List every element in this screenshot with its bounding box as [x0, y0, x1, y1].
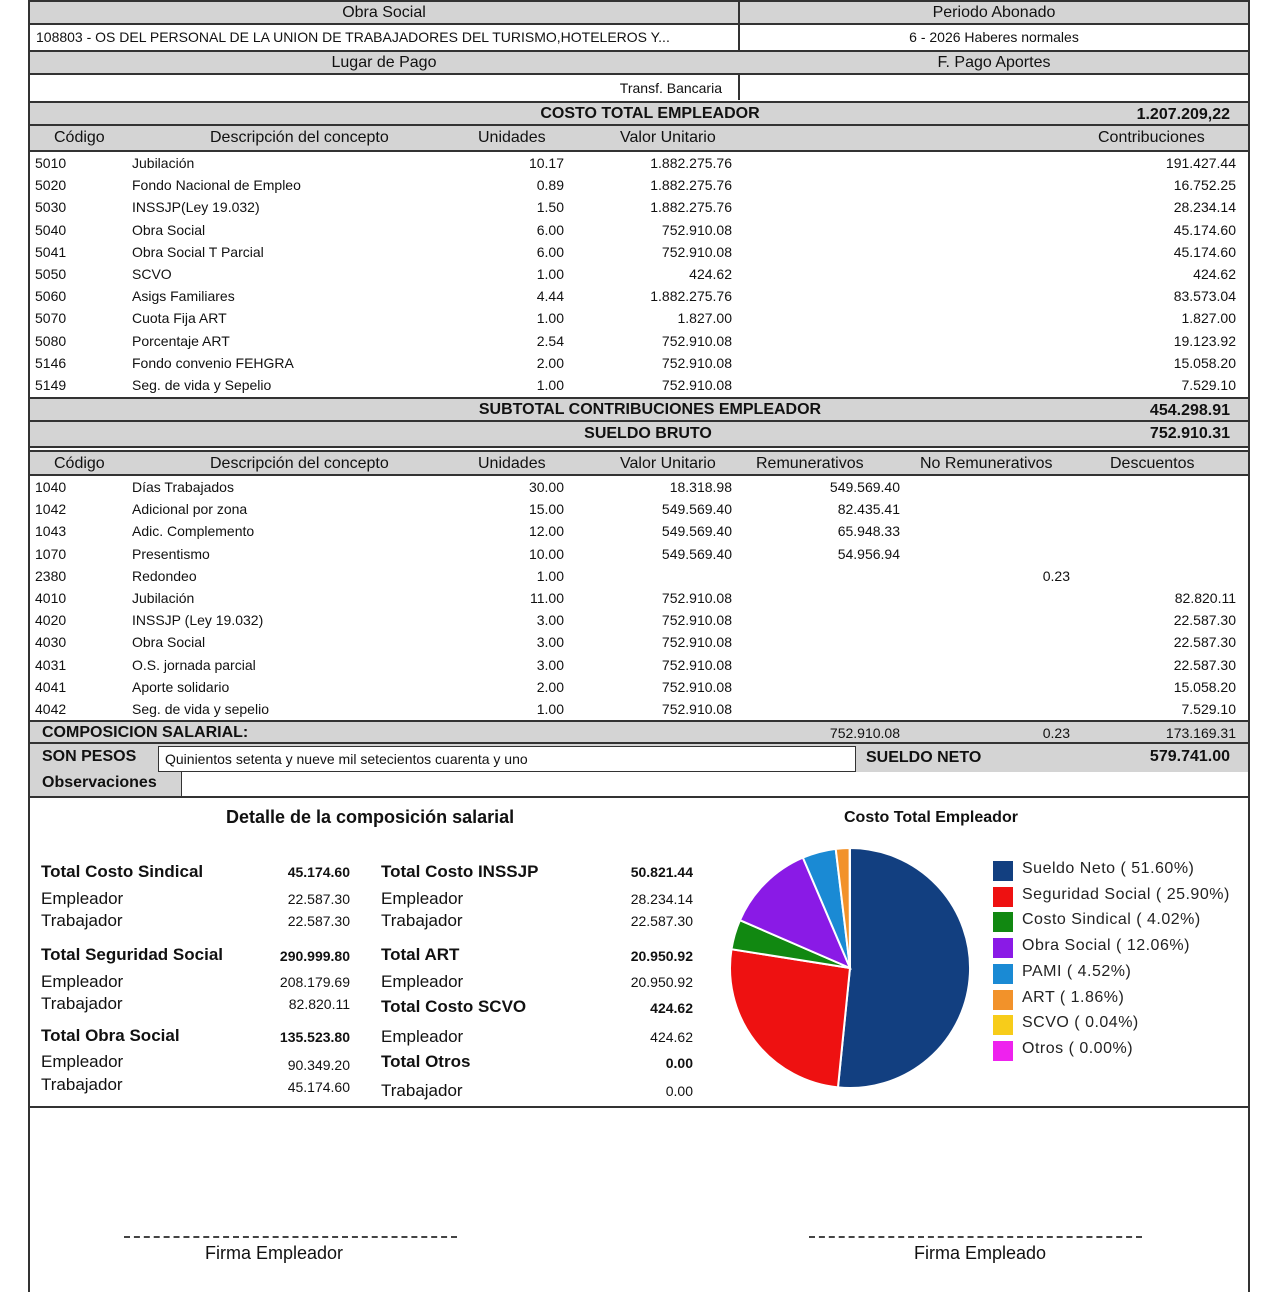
unidades-cell: 2.54 — [536, 332, 564, 349]
unidades-cell: 10.17 — [528, 155, 564, 171]
legend-swatch — [993, 964, 1013, 984]
header-values-row — [30, 25, 1248, 50]
legend-label: Seguridad Social ( 25.90%) — [1022, 885, 1230, 903]
costo-row — [30, 241, 1248, 263]
valor-cell: 1.882.275.76 — [650, 177, 732, 194]
costo-row — [30, 152, 1248, 174]
obra-empleador-label: Empleador — [41, 1052, 124, 1071]
unidades-cell: 3.00 — [536, 612, 564, 629]
unidades-cell: 1.50 — [536, 199, 564, 216]
contribucion-cell: 424.62 — [1193, 266, 1236, 282]
chart-title: Costo Total Empleador — [844, 809, 1018, 826]
codigo-cell: 5020 — [35, 177, 67, 194]
inssjp-total: 50.821.44 — [630, 864, 693, 880]
sueldo-row — [30, 587, 1248, 609]
valor-cell: 424.62 — [689, 266, 732, 282]
lugar-pago-label: Lugar de Pago — [331, 54, 437, 71]
costo-row — [30, 263, 1248, 285]
fpago-label: F. Pago Aportes — [937, 54, 1051, 71]
contribucion-cell: 7.529.10 — [1181, 377, 1236, 393]
valor-cell: 1.827.00 — [677, 310, 732, 327]
sueldo-row — [30, 609, 1248, 631]
costo-total-value: 1.207.209,22 — [1136, 106, 1230, 123]
sueldo-columns-header — [30, 450, 1248, 476]
lugar-pago-value: Transf. Bancaria — [619, 80, 722, 96]
descuento-cell: 22.587.30 — [1173, 656, 1236, 673]
costo-row — [30, 219, 1248, 241]
otros-label: Total Otros — [381, 1052, 471, 1071]
legend-label: PAMI ( 4.52%) — [1022, 962, 1132, 980]
codigo-cell: 4031 — [35, 656, 67, 673]
codigo-cell: 5070 — [35, 310, 67, 327]
descripcion-cell: Obra Social T Parcial — [132, 243, 264, 260]
valor-cell: 18.318.98 — [669, 479, 732, 495]
unidades-cell: 0.89 — [536, 177, 564, 194]
costo-columns-header — [30, 126, 1248, 152]
subtotal-label: SUBTOTAL CONTRIBUCIONES EMPLEADOR — [478, 401, 822, 418]
subtotal-row — [30, 397, 1248, 422]
firma-empleado-line — [809, 1236, 1142, 1238]
unidades-cell: 2.00 — [536, 354, 564, 371]
codigo-cell: 5050 — [35, 266, 67, 282]
son-pesos-row — [30, 744, 1248, 772]
valor-cell: 549.569.40 — [661, 523, 732, 540]
descripcion-cell: Porcentaje ART — [132, 332, 230, 349]
sueldo-row — [30, 543, 1248, 565]
inssjp-trabajador: 22.587.30 — [630, 913, 693, 929]
seguridad-trabajador-label: Trabajador — [41, 994, 123, 1013]
legend-label: SCVO ( 0.04%) — [1022, 1014, 1139, 1032]
unidades-cell: 1.00 — [536, 377, 564, 393]
costo-row — [30, 352, 1248, 374]
obra-trabajador: 45.174.60 — [287, 1079, 350, 1095]
descripcion-cell: Seg. de vida y sepelio — [132, 701, 269, 717]
sueldo-row — [30, 520, 1248, 542]
remunerativo-cell: 54.956.94 — [837, 545, 900, 562]
codigo-cell: 5146 — [35, 354, 67, 371]
valor-cell: 752.910.08 — [661, 634, 732, 651]
art-empleador: 20.950.92 — [630, 974, 693, 990]
unidades-cell: 12.00 — [528, 523, 564, 540]
sueldo-row — [30, 498, 1248, 520]
sindical-total: 45.174.60 — [287, 864, 350, 880]
legend-swatch — [993, 887, 1013, 907]
descuento-cell: 22.587.30 — [1173, 612, 1236, 629]
sueldo-bruto-row — [30, 422, 1248, 448]
legend-label: Costo Sindical ( 4.02%) — [1022, 911, 1201, 929]
unidades-cell: 6.00 — [536, 221, 564, 238]
descripcion-cell: Redondeo — [132, 567, 197, 584]
descripcion-cell: Jubilación — [132, 590, 195, 606]
remunerativo-cell: 65.948.33 — [837, 523, 900, 540]
descuento-cell: 15.058.20 — [1173, 678, 1236, 695]
valor-cell: 752.910.08 — [661, 243, 732, 260]
codigo-cell: 1042 — [35, 501, 67, 518]
sueldo-row — [30, 631, 1248, 653]
composicion-desc: 173.169.31 — [1165, 725, 1236, 741]
contribucion-cell: 45.174.60 — [1173, 221, 1236, 238]
subtotal-value: 454.298.91 — [1149, 402, 1230, 419]
no-remunerativo-cell: 0.23 — [1042, 567, 1070, 584]
sueldo-row — [30, 476, 1248, 498]
codigo-cell: 5060 — [35, 288, 67, 305]
descripcion-cell: Adicional por zona — [132, 501, 248, 518]
valor-cell: 752.910.08 — [661, 701, 732, 717]
sindical-empleador-label: Empleador — [41, 889, 124, 908]
periodo-label: Periodo Abonado — [932, 4, 1056, 21]
art-empleador-label: Empleador — [381, 972, 464, 991]
col-contribuciones: Contribuciones — [1098, 129, 1205, 146]
contribucion-cell: 16.752.25 — [1173, 177, 1236, 194]
periodo-value: 6 - 2026 Haberes normales — [909, 29, 1079, 45]
codigo-cell: 4041 — [35, 678, 67, 695]
pie-slice-1 — [730, 949, 850, 1087]
son-pesos-label: SON PESOS — [42, 748, 137, 765]
costo-total-title: COSTO TOTAL EMPLEADOR — [540, 105, 760, 122]
codigo-cell: 2380 — [35, 567, 67, 584]
valor-cell: 752.910.08 — [661, 612, 732, 629]
sindical-trabajador-label: Trabajador — [41, 911, 123, 930]
sueldo-bruto-label: SUELDO BRUTO — [584, 425, 712, 442]
codigo-cell: 5010 — [35, 155, 67, 171]
descripcion-cell: Obra Social — [132, 221, 206, 238]
inssjp-label: Total Costo INSSJP — [381, 862, 539, 881]
firma-empleado-label: Firma Empleado — [913, 1243, 1047, 1263]
costo-total-header — [30, 101, 1248, 126]
descripcion-cell: Adic. Complemento — [132, 523, 255, 540]
descripcion-cell: Seg. de vida y Sepelio — [132, 377, 272, 393]
col-no-remunerativos: No Remunerativos — [920, 455, 1053, 472]
costo-row — [30, 196, 1248, 218]
seguridad-empleador: 208.179.69 — [279, 974, 350, 990]
codigo-cell: 5030 — [35, 199, 67, 216]
otros-trabajador-label: Trabajador — [381, 1081, 463, 1100]
legend-label: Otros ( 0.00%) — [1022, 1039, 1134, 1057]
descripcion-cell: INSSJP (Ley 19.032) — [132, 612, 264, 629]
otros-total: 0.00 — [665, 1055, 693, 1071]
sueldo-row — [30, 654, 1248, 676]
unidades-cell: 6.00 — [536, 243, 564, 260]
costo-row — [30, 330, 1248, 352]
son-pesos-box — [158, 746, 856, 772]
unidades-cell: 4.44 — [536, 288, 564, 305]
obra-trabajador-label: Trabajador — [41, 1075, 123, 1094]
col-unidades: Unidades — [478, 129, 546, 146]
obra-social-value: 108803 - OS DEL PERSONAL DE LA UNION DE TRABAJADORES DEL TURISMO,HOTELEROS Y... — [36, 29, 670, 45]
costo-row — [30, 174, 1248, 196]
composicion-norem: 0.23 — [1042, 725, 1070, 741]
art-total: 20.950.92 — [630, 948, 693, 964]
unidades-cell: 1.00 — [536, 266, 564, 282]
son-pesos-value: Quinientos setenta y nueve mil setecientos cuarenta y uno — [165, 751, 528, 767]
unidades-cell: 1.00 — [536, 701, 564, 717]
valor-cell: 1.882.275.76 — [650, 288, 732, 305]
seguridad-total: 290.999.80 — [279, 948, 350, 964]
legend-swatch — [993, 1041, 1013, 1061]
lugar-pago-values-row — [30, 75, 1248, 100]
codigo-cell: 4010 — [35, 590, 67, 606]
valor-cell: 752.910.08 — [661, 354, 732, 371]
descripcion-cell: Presentismo — [132, 545, 210, 562]
codigo-cell: 5149 — [35, 377, 67, 393]
descripcion-cell: Jubilación — [132, 155, 195, 171]
col-valor: Valor Unitario — [620, 455, 716, 472]
descripcion-cell: Fondo Nacional de Empleo — [132, 177, 301, 194]
valor-cell: 752.910.08 — [661, 590, 732, 606]
valor-cell: 752.910.08 — [661, 656, 732, 673]
sindical-label: Total Costo Sindical — [41, 862, 204, 881]
sueldo-row — [30, 698, 1248, 720]
costo-row — [30, 374, 1248, 396]
costo-row — [30, 285, 1248, 307]
descripcion-cell: Aporte solidario — [132, 678, 230, 695]
descripcion-cell: Cuota Fija ART — [132, 310, 227, 327]
col-descripcion: Descripción del concepto — [210, 129, 389, 146]
header-labels-row — [30, 0, 1248, 25]
valor-cell: 549.569.40 — [661, 501, 732, 518]
descripcion-cell: Asigs Familiares — [132, 288, 235, 305]
contribucion-cell: 83.573.04 — [1173, 288, 1236, 305]
sueldo-row — [30, 676, 1248, 698]
costo-row — [30, 307, 1248, 329]
contribucion-cell: 28.234.14 — [1173, 199, 1236, 216]
scvo-total: 424.62 — [650, 1000, 693, 1016]
valor-cell: 752.910.08 — [661, 377, 732, 393]
seguridad-empleador-label: Empleador — [41, 972, 124, 991]
pie-slice-0 — [838, 848, 970, 1088]
sueldo-row — [30, 565, 1248, 587]
codigo-cell: 4020 — [35, 612, 67, 629]
obra-empleador: 90.349.20 — [287, 1057, 350, 1073]
descuento-cell: 82.820.11 — [1174, 590, 1236, 606]
codigo-cell: 1040 — [35, 479, 67, 495]
codigo-cell: 1070 — [35, 545, 67, 562]
sueldo-neto-label: SUELDO NETO — [866, 749, 982, 766]
descripcion-cell: Obra Social — [132, 634, 206, 651]
inssjp-trabajador-label: Trabajador — [381, 911, 463, 930]
seguridad-trabajador: 82.820.11 — [288, 996, 350, 1012]
unidades-cell: 10.00 — [528, 545, 564, 562]
legend-swatch — [993, 912, 1013, 932]
firma-empleador-label: Firma Empleador — [204, 1243, 344, 1263]
contribucion-cell: 15.058.20 — [1173, 354, 1236, 371]
descripcion-cell: INSSJP(Ley 19.032) — [132, 199, 260, 216]
valor-cell: 752.910.08 — [661, 221, 732, 238]
legend-swatch — [993, 1015, 1013, 1035]
unidades-cell: 30.00 — [528, 479, 564, 495]
codigo-cell: 4042 — [35, 701, 67, 717]
payroll-document — [28, 0, 1250, 1292]
valor-cell: 752.910.08 — [661, 678, 732, 695]
descuento-cell: 22.587.30 — [1173, 634, 1236, 651]
legend-swatch — [993, 861, 1013, 881]
col-descripcion: Descripción del concepto — [210, 455, 389, 472]
codigo-cell: 4030 — [35, 634, 67, 651]
valor-cell: 549.569.40 — [661, 545, 732, 562]
art-label: Total ART — [381, 945, 460, 964]
contribucion-cell: 19.123.92 — [1173, 332, 1236, 349]
contribucion-cell: 191.427.44 — [1165, 155, 1236, 171]
unidades-cell: 3.00 — [536, 634, 564, 651]
unidades-cell: 15.00 — [528, 501, 564, 518]
sueldo-neto-value: 579.741.00 — [1149, 748, 1230, 765]
observaciones-label-box — [30, 772, 182, 796]
legend-swatch — [993, 990, 1013, 1010]
remunerativo-cell: 82.435.41 — [837, 501, 900, 518]
col-remunerativos: Remunerativos — [756, 455, 864, 472]
lugar-pago-labels-row — [30, 50, 1248, 75]
contribucion-cell: 45.174.60 — [1173, 243, 1236, 260]
composicion-label: COMPOSICION SALARIAL: — [42, 724, 249, 741]
codigo-cell: 5041 — [35, 243, 67, 260]
descuento-cell: 7.529.10 — [1181, 701, 1236, 717]
firma-empleador-line — [124, 1236, 457, 1238]
codigo-cell: 5080 — [35, 332, 67, 349]
unidades-cell: 1.00 — [536, 310, 564, 327]
valor-cell: 1.882.275.76 — [650, 199, 732, 216]
col-codigo: Código — [54, 129, 105, 146]
detalle-section — [30, 798, 1248, 1108]
composicion-row — [30, 720, 1248, 744]
legend-label: ART ( 1.86%) — [1022, 988, 1125, 1006]
codigo-cell: 1043 — [35, 523, 67, 540]
descripcion-cell: Fondo convenio FEHGRA — [132, 354, 294, 371]
obra-social-label: Obra Social — [342, 4, 426, 21]
legend-swatch — [993, 938, 1013, 958]
sueldo-bruto-value: 752.910.31 — [1149, 425, 1230, 442]
legend-label: Sueldo Neto ( 51.60%) — [1022, 860, 1195, 877]
otros-trabajador: 0.00 — [665, 1083, 693, 1099]
sindical-trabajador: 22.587.30 — [287, 913, 350, 929]
unidades-cell: 3.00 — [536, 656, 564, 673]
contribucion-cell: 1.827.00 — [1181, 310, 1236, 327]
detalle-title: Detalle de la composición salarial — [226, 807, 515, 827]
inssjp-empleador: 28.234.14 — [630, 891, 693, 907]
descripcion-cell: SCVO — [132, 266, 172, 282]
inssjp-empleador-label: Empleador — [381, 889, 464, 908]
observaciones-label: Observaciones — [42, 774, 157, 791]
seguridad-label: Total Seguridad Social — [41, 945, 223, 964]
col-unidades: Unidades — [478, 455, 546, 472]
obra-total: 135.523.80 — [279, 1029, 350, 1045]
sindical-empleador: 22.587.30 — [287, 891, 350, 907]
col-codigo: Código — [54, 455, 105, 472]
remunerativo-cell: 549.569.40 — [829, 479, 900, 495]
scvo-empleador: 424.62 — [650, 1029, 693, 1045]
pie-chart — [720, 838, 980, 1098]
composicion-rem: 752.910.08 — [829, 725, 900, 741]
legend-label: Obra Social ( 12.06%) — [1022, 937, 1190, 955]
scvo-label: Total Costo SCVO — [381, 997, 527, 1016]
scvo-empleador-label: Empleador — [381, 1027, 464, 1046]
unidades-cell: 11.00 — [530, 590, 564, 606]
descripcion-cell: O.S. jornada parcial — [132, 656, 256, 673]
obra-label: Total Obra Social — [41, 1026, 180, 1045]
col-valor: Valor Unitario — [620, 129, 716, 146]
unidades-cell: 2.00 — [536, 678, 564, 695]
unidades-cell: 1.00 — [536, 567, 564, 584]
codigo-cell: 5040 — [35, 221, 67, 238]
col-descuentos: Descuentos — [1110, 455, 1195, 472]
valor-cell: 1.882.275.76 — [650, 155, 732, 171]
divider — [738, 75, 740, 100]
observaciones-row — [30, 772, 1248, 798]
descripcion-cell: Días Trabajados — [132, 479, 234, 495]
valor-cell: 752.910.08 — [661, 332, 732, 349]
